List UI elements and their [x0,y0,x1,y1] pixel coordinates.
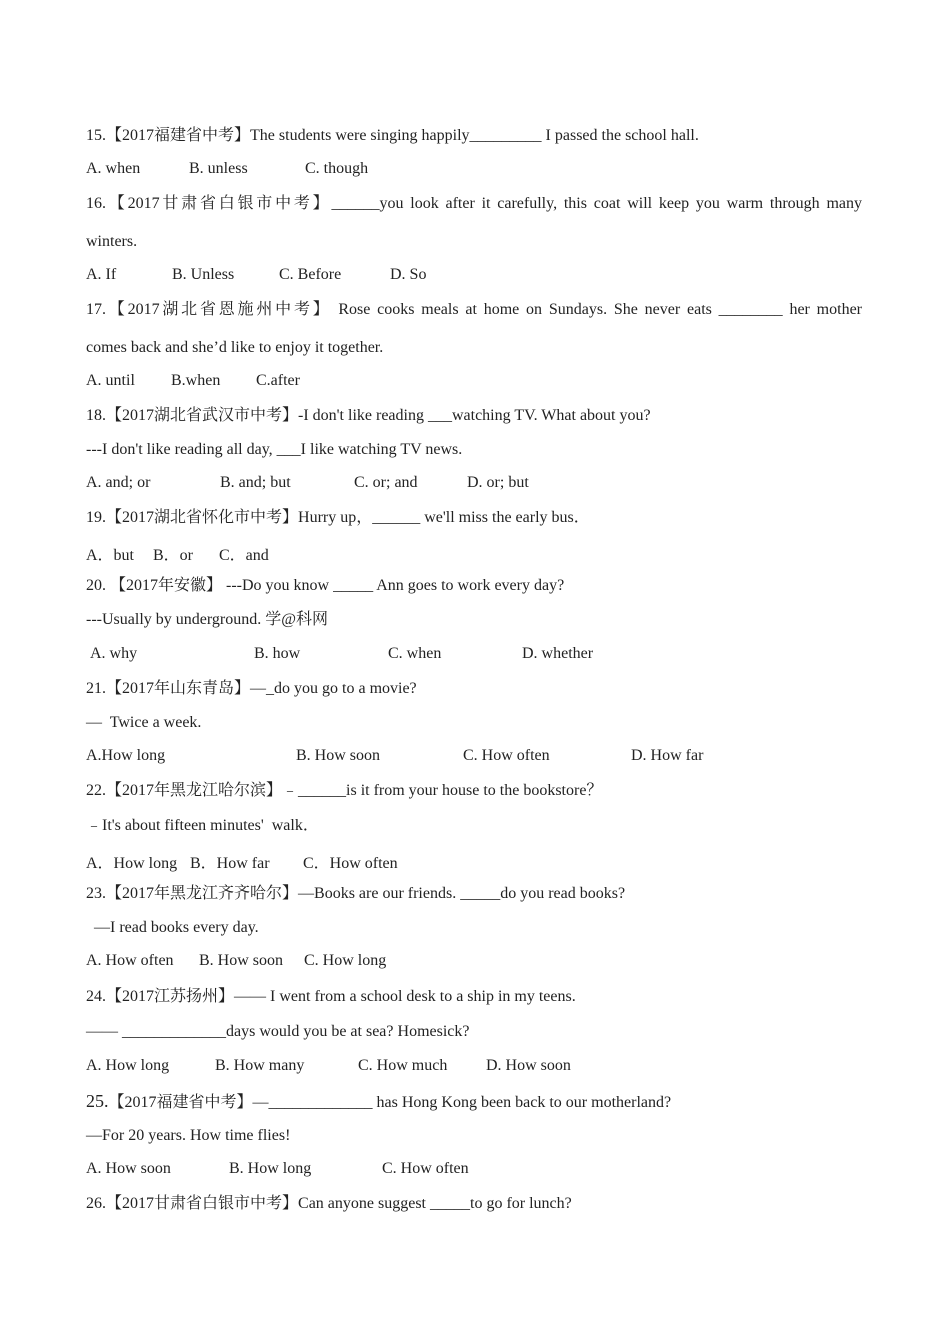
document-page: 15.【2017福建省中考】The students were singing happily_________ I passed the school hall. A. when B. unless C. though 16.【2017甘肃省白银市中考】______you look after it carefully, this coat will keep you warm through many winters. A. If B. Unless C. Before D. So 17.【2017湖北省恩施州中考】 Rose cooks meals at home on Sundays. She never eats ________ her mother comes back and she’d like to enjoy it together. A. until B.when C.after 18.【2017湖北省武汉市中考】-I don't like reading ___watching TV. What about you? ---I don't like reading all day, ___I like watching TV news. A. and; or B. and; but C. or; and D. or; but 19.【2017湖北省怀化市中考】Hurry up，______ we'll miss the early bus． A．but B．or C．and 20. 【2017年安徽】 ---Do you know _____ Ann goes to work every day? ---Usually by underground. 学@科网 A. why B. how C. when D. whether 21.【2017年山东青岛】—_do you go to a movie? — Twice a week. A.How long B. How soon C. How often D. How far 22.【2017年黑龙江哈尔滨】﹣______is it from your house to the bookstore？ ﹣It's about fifteen minutes' walk． A．How long B．How far C．How often 23.【2017年黑龙江齐齐哈尔】—Books are our friends. _____do you read books? —I read books every day. A. How often B. How soon C. How long 24.【2017江苏扬州】—— I went from a school desk to a ship in my teens. —— _____________days would you be at sea? Homesick? A. How long B. How many C. How much D. How soon 25.【2017福建省中考】—_____________ has Hong Kong been back to our motherland? —For 20 years. How time flies! A. How soon B. How long C. How often 26.【2017甘肃省白银市中考】Can anyone suggest _____to go for lunch? [86,127,862,1212]
question-18-cont: ---I don't like reading all day, ___I like watching TV news. [86,441,463,458]
question-16-cont: winters. [86,233,138,250]
question-21: 21.【2017年山东青岛】—_do you go to a movie? [86,680,417,697]
question-24-cont: —— _____________days would you be at sea? Homesick? [86,1023,470,1040]
question-23: 23.【2017年黑龙江齐齐哈尔】—Books are our friends. _____do you read books? [86,885,626,902]
question-15: 15.【2017福建省中考】The students were singing happily_________ I passed the school hall. [86,127,699,144]
question-24: 24.【2017江苏扬州】—— I went from a school desk to a ship in my teens. [86,988,576,1005]
question-26: 26.【2017甘肃省白银市中考】Can anyone suggest _____to go for lunch? [86,1195,572,1212]
question-20: 20. 【2017年安徽】 ---Do you know _____ Ann goes to work every day? [86,577,565,594]
question-23-cont: —I read books every day. [86,919,259,936]
question-21-cont: — Twice a week. [86,714,202,731]
question-17: 17.【2017湖北省恩施州中考】 Rose cooks meals at home on Sundays. She never eats ________ her mother [86,301,862,318]
question-25: 25.【2017福建省中考】—_____________ has Hong Kong been back to our motherland? [86,1091,672,1111]
question-16: 16.【2017甘肃省白银市中考】______you look after it carefully, this coat will keep you warm through many [86,195,862,212]
question-19: 19.【2017湖北省怀化市中考】Hurry up，______ we'll miss the early bus． [86,509,590,526]
question-25-cont: —For 20 years. How time flies! [86,1127,291,1144]
question-20-cont: ---Usually by underground. 学@科网 [86,611,328,628]
question-22: 22.【2017年黑龙江哈尔滨】﹣______is it from your house to the bookstore？ [86,782,603,799]
question-22-cont: ﹣It's about fifteen minutes' walk． [86,817,319,834]
question-17-cont: comes back and she’d like to enjoy it together. [86,339,384,356]
question-18: 18.【2017湖北省武汉市中考】-I don't like reading ___watching TV. What about you? [86,407,651,424]
